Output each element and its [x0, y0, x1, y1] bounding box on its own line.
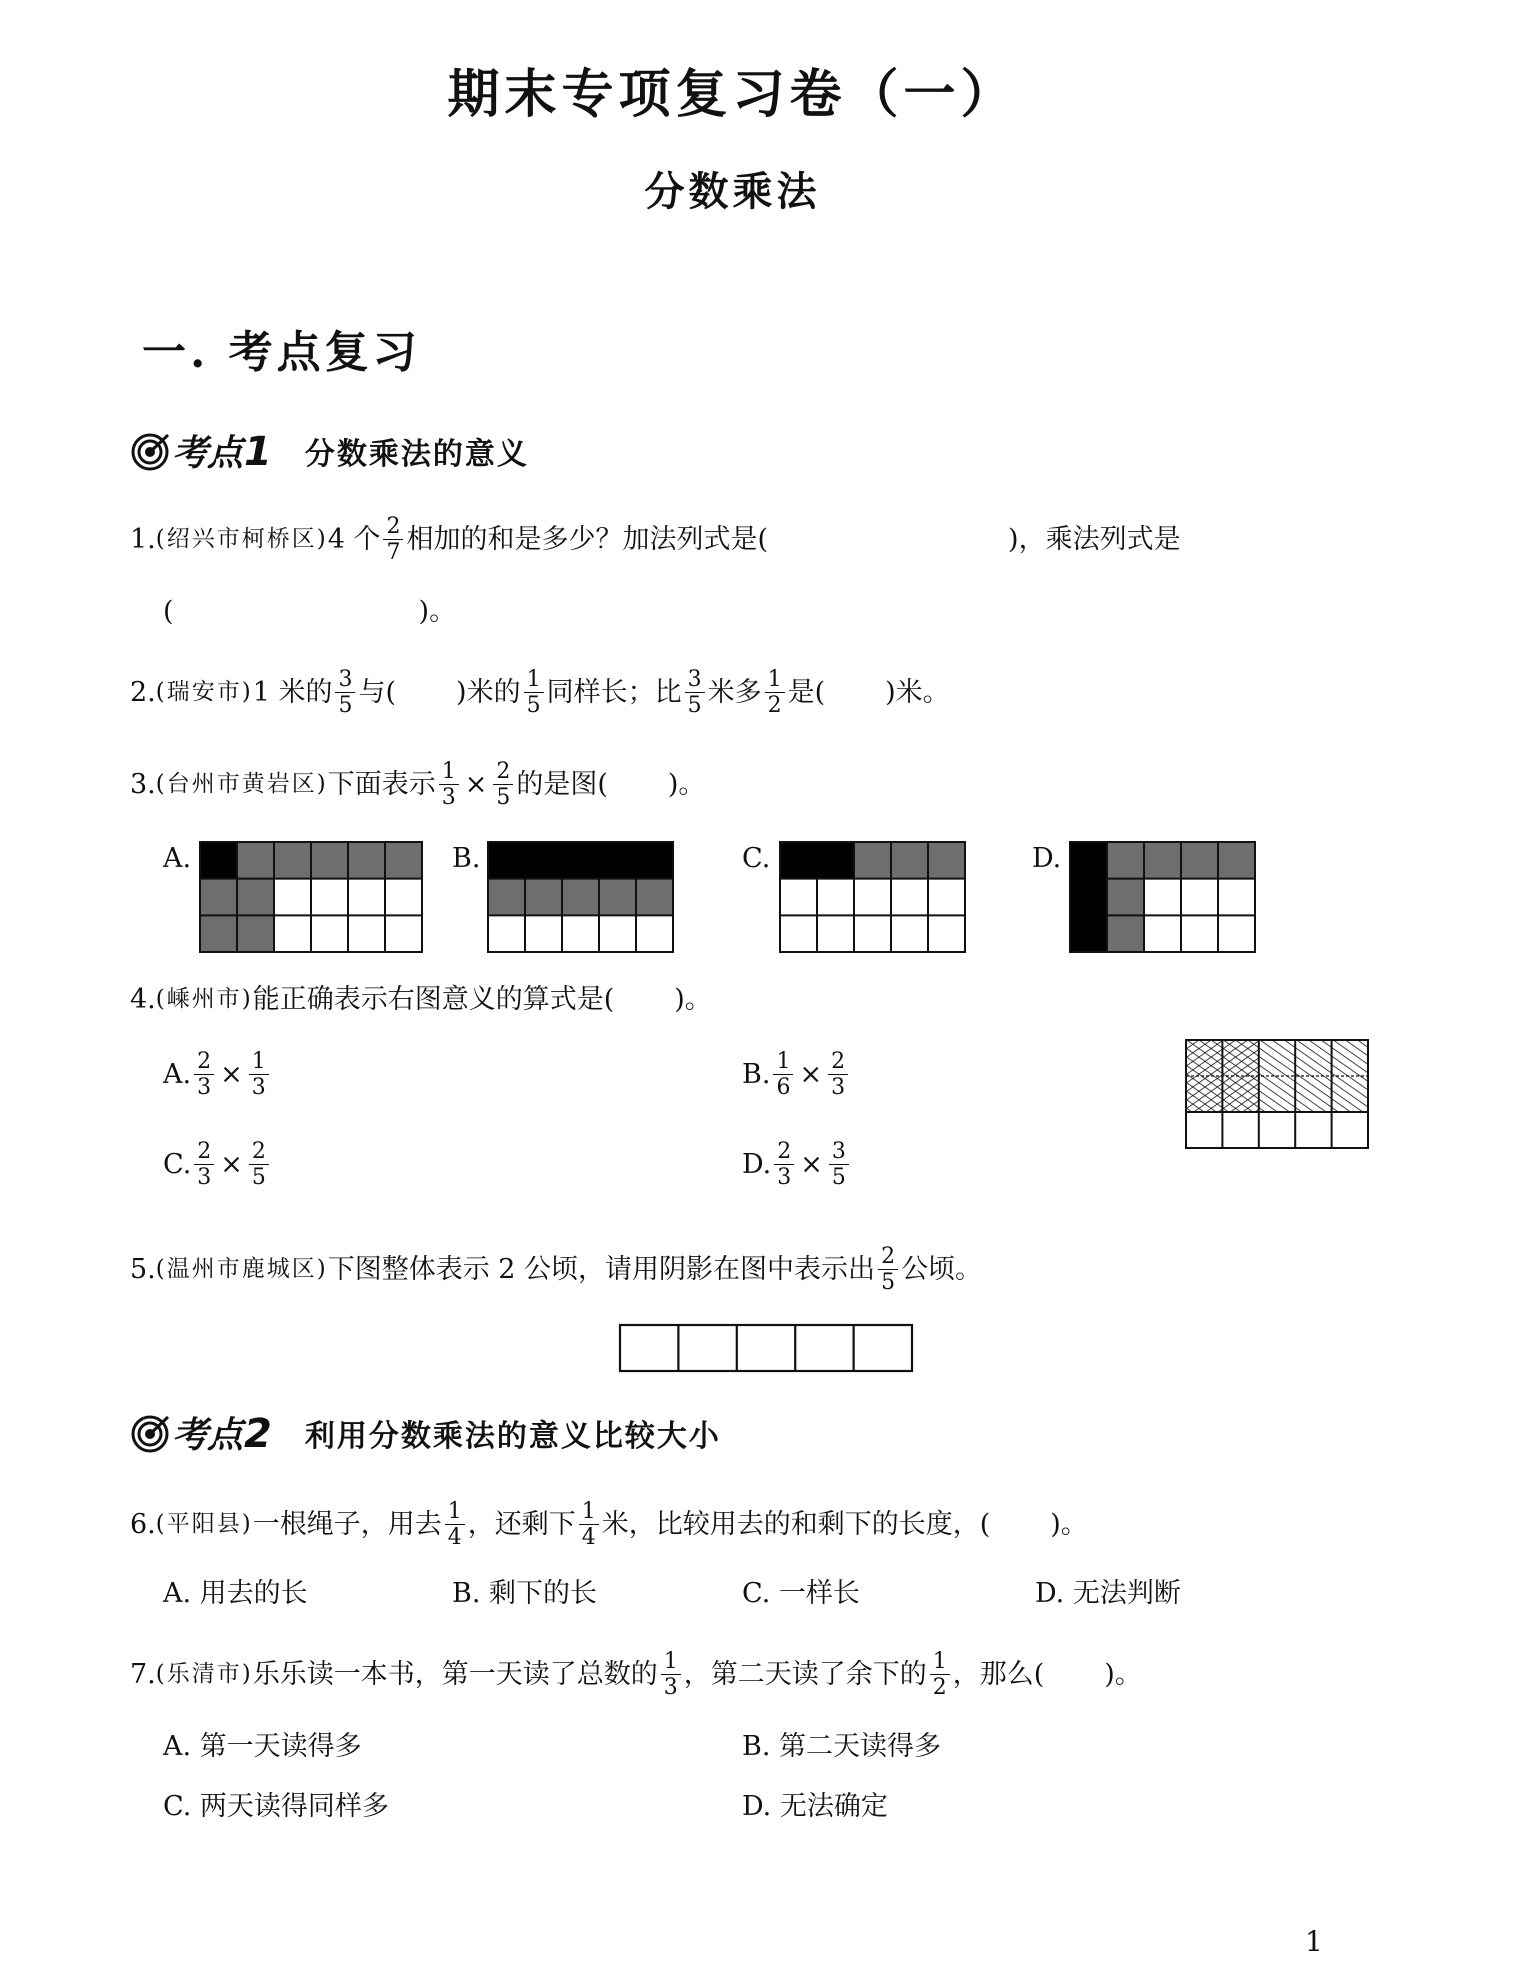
question-1: 1. (绍兴市柯桥区) 4 个 $\frac{2}{7}$ 相加的和是多少？加法列式是( )，乘法列式是 — [130, 514, 1181, 566]
q5-grid[interactable] — [620, 1325, 912, 1371]
q3-label-c: C. — [742, 843, 771, 874]
fraction: $\frac{1}{5}$ — [524, 668, 544, 717]
q7-option-d[interactable]: D. 无法确定 — [742, 1791, 888, 1822]
q3-figure-a — [200, 842, 422, 952]
q3-label-a: A. — [163, 843, 192, 874]
fraction: $\frac{2}{5}$ — [878, 1245, 898, 1294]
fraction: $\frac{2}{5}$ — [493, 760, 513, 809]
question-3: 3. (台州市黄岩区) 下面表示 $\frac{1}{3}$ × $\frac{2}{5}$ 的是图( )。 — [130, 759, 706, 811]
q7-option-b[interactable]: B. 第二天读得多 — [742, 1731, 942, 1762]
fraction: $\frac{1}{4}$ — [579, 1500, 599, 1549]
target-icon — [130, 1413, 170, 1453]
kaodian-tag: 考点1 — [172, 429, 271, 475]
page-title: 期末专项复习卷（一） — [447, 64, 1018, 125]
fraction: $\frac{2}{7}$ — [383, 515, 403, 564]
kaodian-title: 利用分数乘法的意义比较大小 — [304, 1418, 721, 1454]
q4-option-d[interactable]: D. $\frac{2}{3}$ × $\frac{3}{5}$ — [742, 1140, 852, 1189]
page-subtitle: 分数乘法 — [644, 168, 821, 215]
section-heading: 一. 考点复习 — [142, 327, 421, 378]
question-2: 2. (瑞安市) 1 米的 $\frac{3}{5}$ 与( )米的 $\frac{1}{5}$ 同样长；比 $\frac{3}{5}$ 米多 $\frac{1}{2}$ 是( )米。 — [130, 667, 950, 719]
fraction: $\frac{1}{2}$ — [765, 668, 785, 717]
q6-option-b[interactable]: B. 剩下的长 — [452, 1578, 598, 1609]
question-4: 4. (嵊州市) 能正确表示右图意义的算式是( )。 — [130, 984, 712, 1015]
fraction: $\frac{1}{3}$ — [439, 760, 459, 809]
q7-option-c[interactable]: C. 两天读得同样多 — [163, 1791, 389, 1822]
fraction: $\frac{1}{4}$ — [445, 1500, 465, 1549]
q3-label-b: B. — [452, 843, 481, 874]
q4-figure — [1186, 1040, 1368, 1148]
kaodian-title: 分数乘法的意义 — [304, 436, 529, 472]
fraction: $\frac{3}{5}$ — [335, 668, 355, 717]
q3-label-d: D. — [1032, 843, 1062, 874]
q3-figure-d — [1070, 842, 1255, 952]
kaodian-1-header — [130, 425, 529, 476]
q7-option-a[interactable]: A. 第一天读得多 — [163, 1731, 362, 1762]
q6-option-d[interactable]: D. 无法判断 — [1035, 1578, 1181, 1609]
question-6: 6. (平阳县) 一根绳子，用去 $\frac{1}{4}$ ，还剩下 $\frac{1}{4}$ 米，比较用去的和剩下的长度，( )。 — [130, 1499, 1088, 1551]
fraction: $\frac{1}{3}$ — [661, 1650, 681, 1699]
fraction: $\frac{1}{2}$ — [930, 1650, 950, 1699]
question-1-line2: ( )。 — [163, 596, 457, 627]
page-number: 1 — [1305, 1925, 1323, 1958]
q4-option-b[interactable]: B. $\frac{1}{6}$ × $\frac{2}{3}$ — [742, 1050, 851, 1099]
kaodian-2-header — [130, 1407, 721, 1458]
question-5: 5. (温州市鹿城区) 下图整体表示 2 公顷，请用阴影在图中表示出 $\frac{2}{5}$ 公顷。 — [130, 1244, 983, 1296]
q3-figure-b — [488, 842, 673, 952]
fraction: $\frac{3}{5}$ — [685, 668, 705, 717]
q6-option-c[interactable]: C. 一样长 — [742, 1578, 860, 1609]
target-icon — [130, 431, 170, 471]
q4-option-c[interactable]: C. $\frac{2}{3}$ × $\frac{2}{5}$ — [163, 1140, 272, 1189]
kaodian-tag: 考点2 — [172, 1411, 271, 1457]
question-7: 7. (乐清市) 乐乐读一本书，第一天读了总数的 $\frac{1}{3}$ ，第二天读了余下的 $\frac{1}{2}$ ，那么( )。 — [130, 1649, 1142, 1701]
q4-option-a[interactable]: A. $\frac{2}{3}$ × $\frac{1}{3}$ — [163, 1050, 272, 1099]
q6-option-a[interactable]: A. 用去的长 — [163, 1578, 308, 1609]
q3-figure-c — [780, 842, 965, 952]
